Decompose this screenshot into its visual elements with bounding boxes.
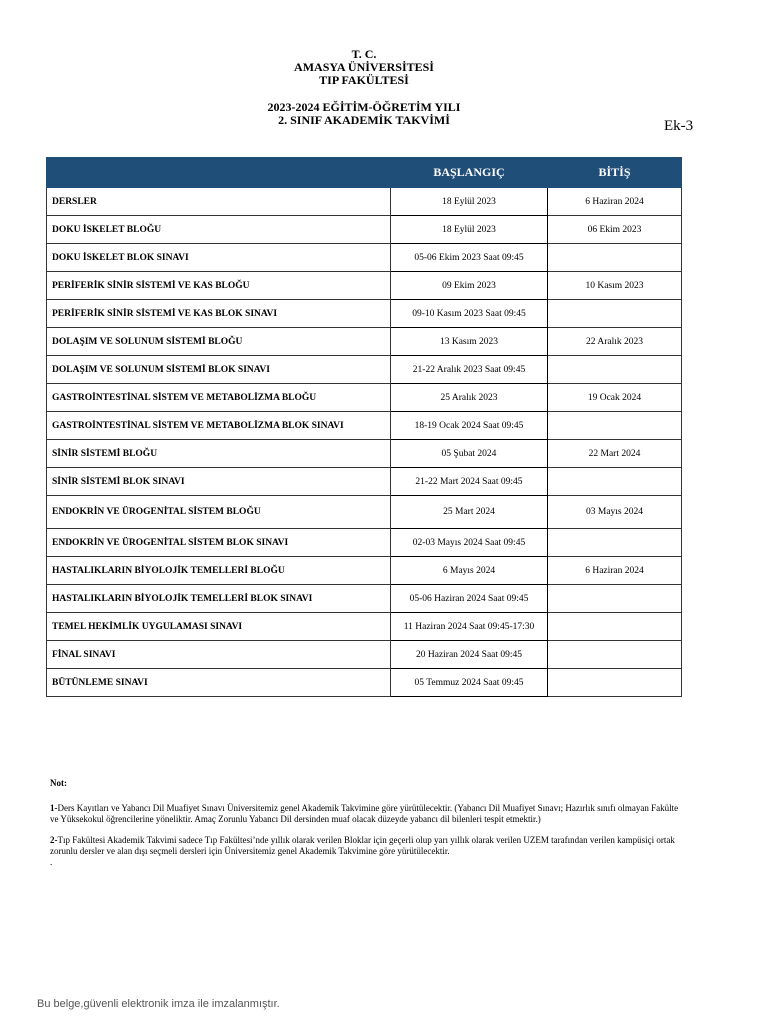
notes-title: Not: (50, 778, 67, 788)
row-start-cell: 13 Kasım 2023 (391, 328, 548, 356)
row-end-cell: 03 Mayıs 2024 (548, 496, 682, 529)
e-signature-note: Bu belge,güvenli elektronik imza ile imzalanmıştır. (37, 998, 280, 1010)
table-row (47, 244, 682, 272)
row-start-cell: 20 Haziran 2024 Saat 09:45 (391, 641, 548, 669)
row-start-cell: 05-06 Haziran 2024 Saat 09:45 (391, 585, 548, 613)
table-row (47, 356, 682, 384)
academic-calendar-table (46, 157, 682, 697)
table-row (47, 440, 682, 468)
note-2 (50, 835, 680, 857)
table-row (47, 188, 682, 216)
header-academic-year: 2023-2024 EĞİTİM-ÖĞRETİM YILI (267, 100, 461, 114)
row-name-cell: PERİFERİK SİNİR SİSTEMİ VE KAS BLOĞU (47, 272, 391, 300)
column-header-start: BAŞLANGIÇ (391, 158, 548, 188)
table-row (47, 557, 682, 585)
row-start-cell: 02-03 Mayıs 2024 Saat 09:45 (391, 529, 548, 557)
row-end-cell: 22 Aralık 2023 (548, 328, 682, 356)
header-faculty: TIP FAKÜLTESİ (319, 73, 409, 87)
row-start-cell: 05-06 Ekim 2023 Saat 09:45 (391, 244, 548, 272)
row-name-cell: SİNİR SİSTEMİ BLOK SINAVI (47, 468, 391, 496)
column-header-name (47, 158, 391, 188)
row-end-cell (548, 468, 682, 496)
row-end-cell (548, 300, 682, 328)
note-2-text: Tıp Fakültesi Akademik Takvimi sadece Tıp Fakültesi’nde yıllık olarak verilen Bloklar için geçerli olup yarı yıllık olarak verilen UZEM tarafından verilen kampüsiçi ortak zorunlu dersler ve alan dışı seçmeli dersleri için Üniversitemiz genel Akademik Takvimine göre yürütülecektir. (50, 835, 675, 856)
note-1 (50, 803, 680, 825)
row-name-cell: GASTROİNTESTİNAL SİSTEM VE METABOLİZMA BLOK SINAVI (47, 412, 391, 440)
row-end-cell: 6 Haziran 2024 (548, 188, 682, 216)
row-start-cell: 18 Eylül 2023 (391, 188, 548, 216)
header-line-tc: T. C. (351, 47, 377, 61)
table-header-row (47, 158, 682, 188)
notes-trailing-dot: . (50, 857, 53, 867)
document-header (0, 48, 728, 127)
row-start-cell: 05 Temmuz 2024 Saat 09:45 (391, 669, 548, 697)
row-name-cell: TEMEL HEKİMLİK UYGULAMASI SINAVI (47, 613, 391, 641)
table-row (47, 496, 682, 529)
row-start-cell: 21-22 Aralık 2023 Saat 09:45 (391, 356, 548, 384)
row-end-cell (548, 356, 682, 384)
row-end-cell (548, 641, 682, 669)
row-start-cell: 11 Haziran 2024 Saat 09:45-17:30 (391, 613, 548, 641)
row-end-cell (548, 244, 682, 272)
row-name-cell: DOKU İSKELET BLOĞU (47, 216, 391, 244)
table-row (47, 669, 682, 697)
row-name-cell: DOLAŞIM VE SOLUNUM SİSTEMİ BLOĞU (47, 328, 391, 356)
notes-section (50, 778, 680, 868)
table-row (47, 328, 682, 356)
row-start-cell: 25 Mart 2024 (391, 496, 548, 529)
row-end-cell (548, 669, 682, 697)
row-end-cell (548, 613, 682, 641)
row-start-cell: 25 Aralık 2023 (391, 384, 548, 412)
note-1-text: Ders Kayıtları ve Yabancı Dil Muafiyet Sınavı Üniversitemiz genel Akademik Takvimine göre yürütülecektir. (Yabancı Dil Muafiyet Sınavı; Hazırlık sınıfı olmayan Fakülte ve Yüksekokul öğrencilerine yöneliktir. Amaç Zorunlu Yabancı Dil dersinden muaf olacak düzeyde yabancı dil bilenleri tespit etmektir.) (50, 803, 679, 824)
table-row (47, 613, 682, 641)
header-university: AMASYA ÜNİVERSİTESİ (294, 60, 434, 74)
table-row (47, 216, 682, 244)
table-row (47, 384, 682, 412)
row-name-cell: HASTALIKLARIN BİYOLOJİK TEMELLERİ BLOK SINAVI (47, 585, 391, 613)
table-row (47, 641, 682, 669)
row-end-cell (548, 585, 682, 613)
row-end-cell: 19 Ocak 2024 (548, 384, 682, 412)
row-name-cell: FİNAL SINAVI (47, 641, 391, 669)
row-name-cell: ENDOKRİN VE ÜROGENİTAL SİSTEM BLOĞU (47, 496, 391, 529)
row-name-cell: GASTROİNTESTİNAL SİSTEM VE METABOLİZMA BLOĞU (47, 384, 391, 412)
row-start-cell: 6 Mayıs 2024 (391, 557, 548, 585)
row-name-cell: DOLAŞIM VE SOLUNUM SİSTEMİ BLOK SINAVI (47, 356, 391, 384)
table-row (47, 300, 682, 328)
note-1-number: 1- (50, 803, 58, 813)
row-name-cell: ENDOKRİN VE ÜROGENİTAL SİSTEM BLOK SINAVI (47, 529, 391, 557)
annex-label: Ek-3 (664, 118, 694, 134)
row-end-cell: 22 Mart 2024 (548, 440, 682, 468)
row-start-cell: 05 Şubat 2024 (391, 440, 548, 468)
table-row (47, 468, 682, 496)
column-header-end: BİTİŞ (548, 158, 682, 188)
note-2-number: 2- (50, 835, 58, 845)
row-start-cell: 18 Eylül 2023 (391, 216, 548, 244)
row-start-cell: 09 Ekim 2023 (391, 272, 548, 300)
row-start-cell: 09-10 Kasım 2023 Saat 09:45 (391, 300, 548, 328)
row-name-cell: DERSLER (47, 188, 391, 216)
row-end-cell: 06 Ekim 2023 (548, 216, 682, 244)
row-end-cell: 10 Kasım 2023 (548, 272, 682, 300)
row-name-cell: DOKU İSKELET BLOK SINAVI (47, 244, 391, 272)
row-name-cell: PERİFERİK SİNİR SİSTEMİ VE KAS BLOK SINAVI (47, 300, 391, 328)
table-row (47, 412, 682, 440)
table-row (47, 585, 682, 613)
row-end-cell (548, 412, 682, 440)
header-calendar-title: 2. SINIF AKADEMİK TAKVİMİ (278, 113, 450, 127)
row-start-cell: 21-22 Mart 2024 Saat 09:45 (391, 468, 548, 496)
row-name-cell: BÜTÜNLEME SINAVI (47, 669, 391, 697)
row-start-cell: 18-19 Ocak 2024 Saat 09:45 (391, 412, 548, 440)
row-name-cell: HASTALIKLARIN BİYOLOJİK TEMELLERİ BLOĞU (47, 557, 391, 585)
table-row (47, 272, 682, 300)
row-end-cell: 6 Haziran 2024 (548, 557, 682, 585)
row-end-cell (548, 529, 682, 557)
row-name-cell: SİNİR SİSTEMİ BLOĞU (47, 440, 391, 468)
table-row (47, 529, 682, 557)
